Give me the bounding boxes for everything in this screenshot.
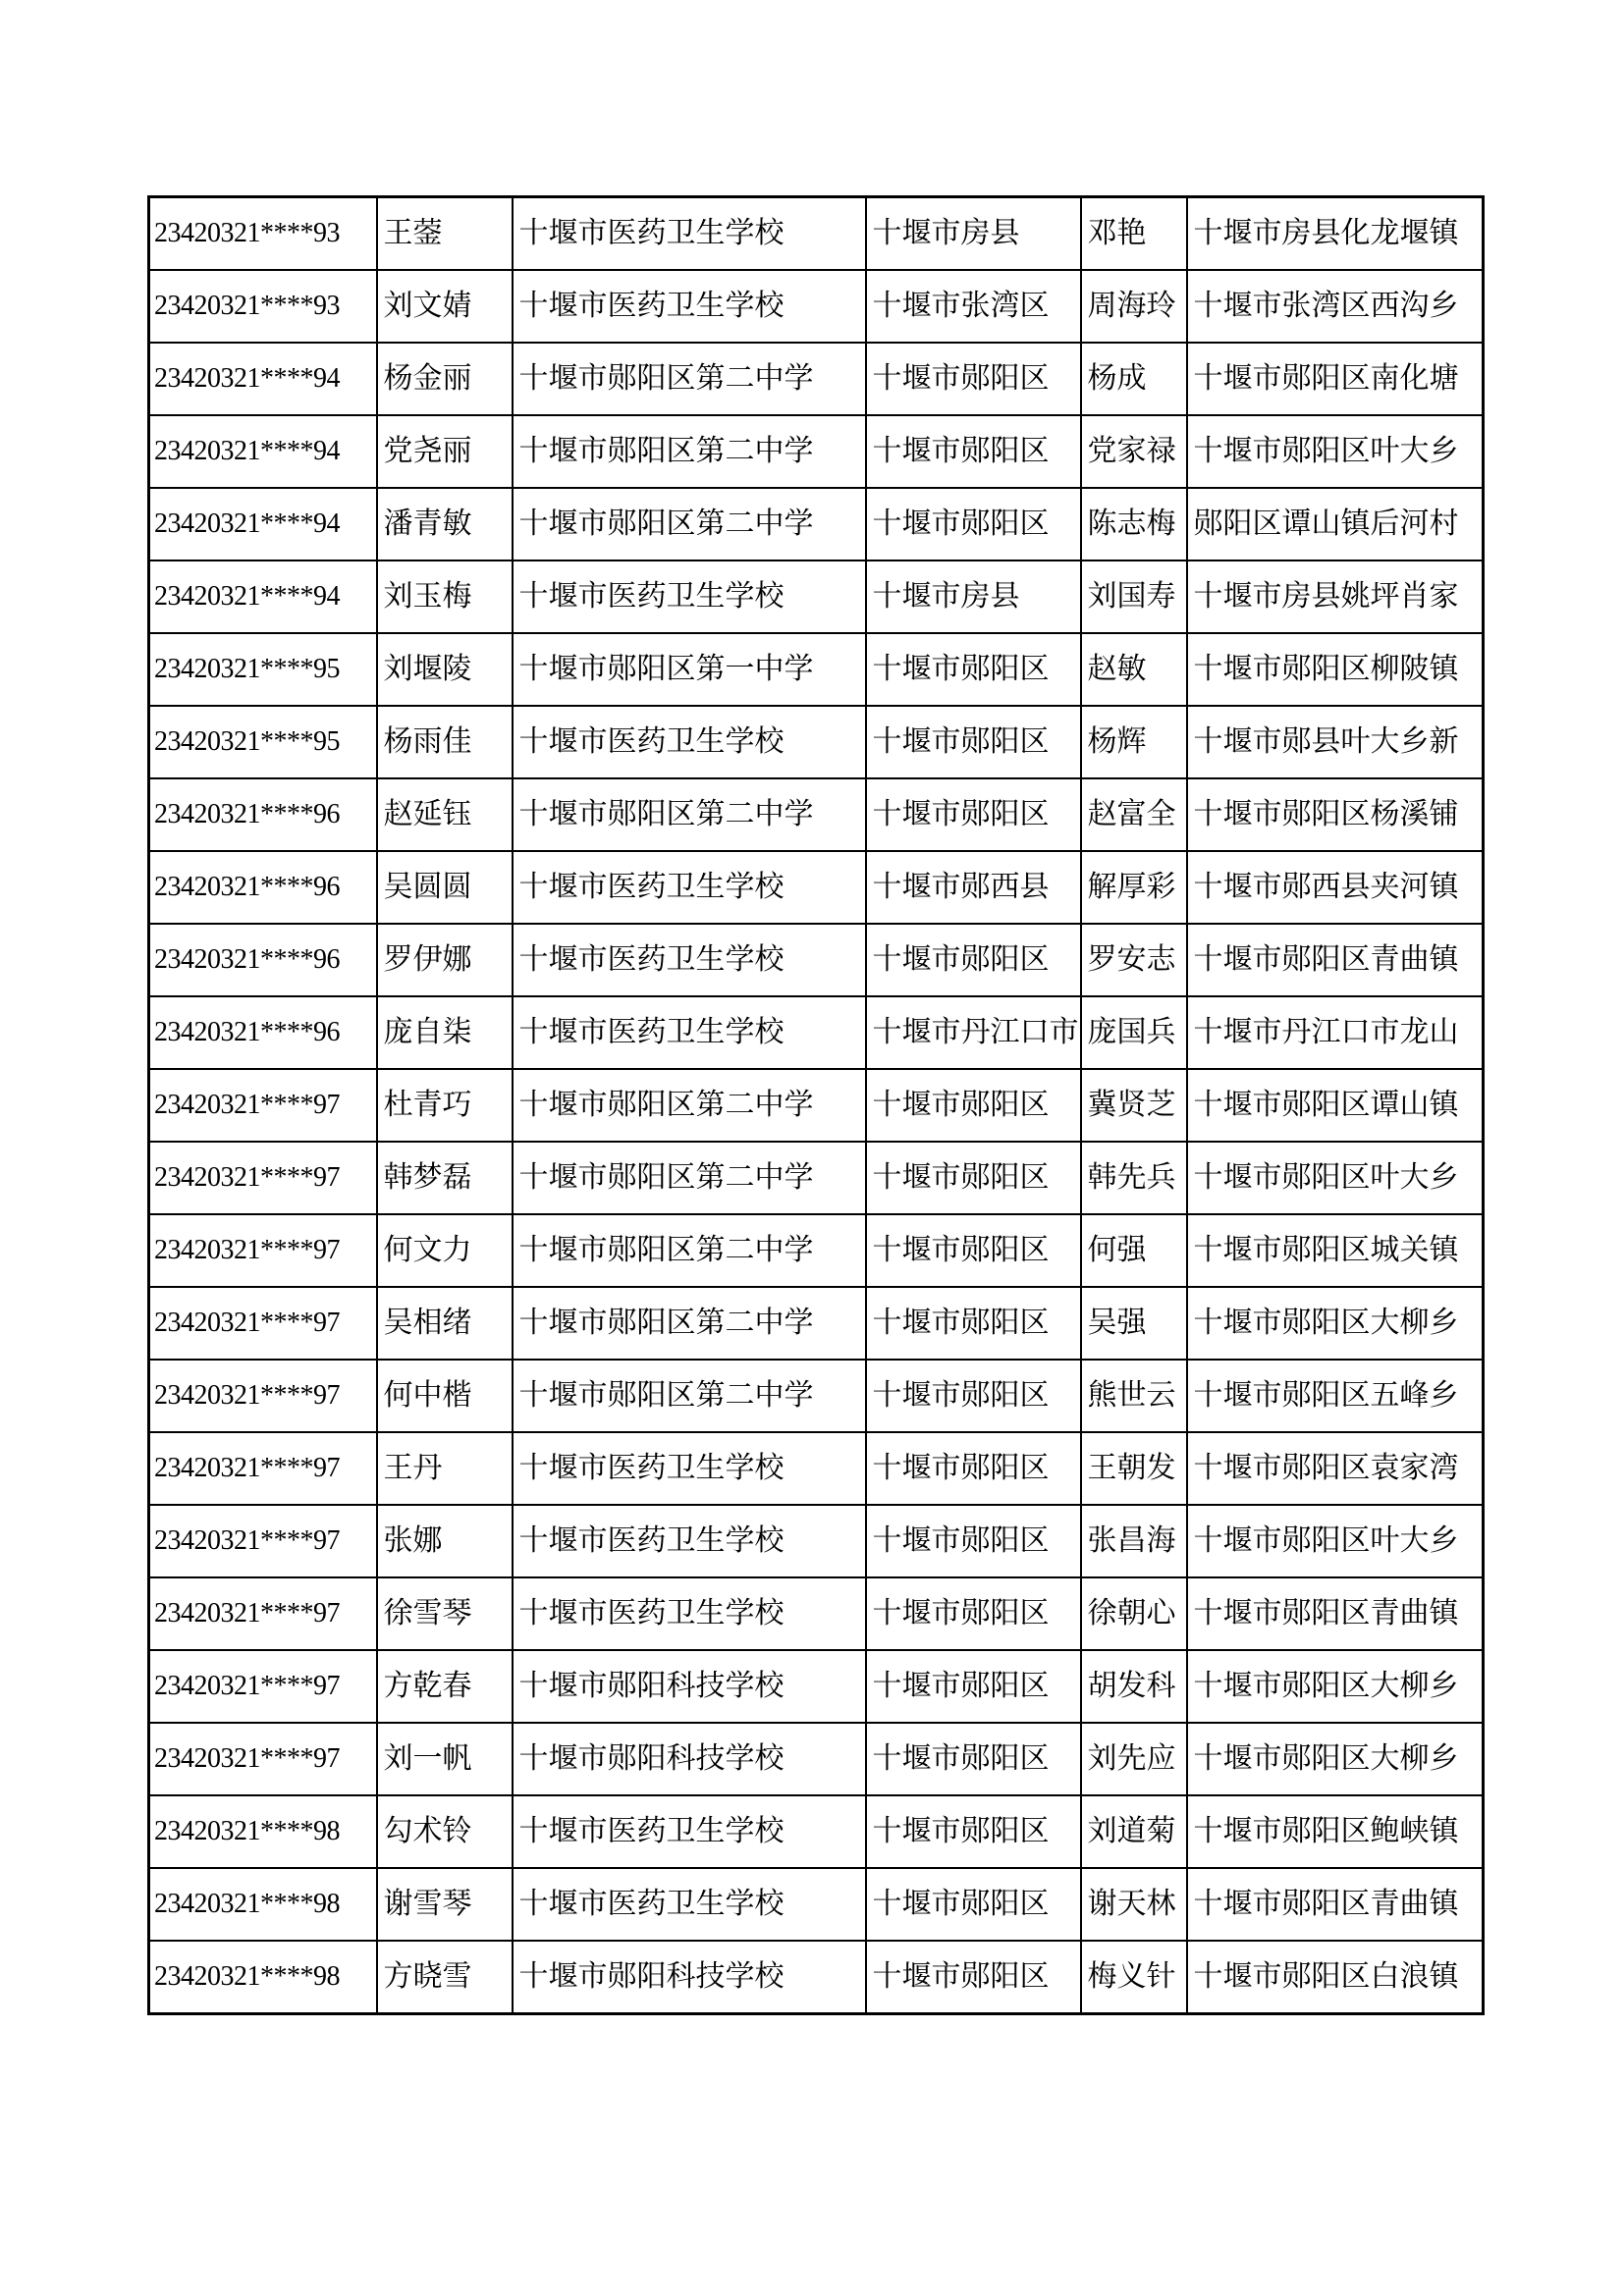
- address-cell: 十堰市郧阳区大柳乡: [1187, 1723, 1484, 1795]
- region-cell: 十堰市郧阳区: [866, 1868, 1081, 1941]
- id-number-cell: 23420321****95: [149, 706, 377, 778]
- id-number-cell: 23420321****97: [149, 1142, 377, 1214]
- table-row: [149, 561, 1484, 633]
- student-name-cell: 方晓雪: [377, 1941, 513, 2014]
- id-number-cell: 23420321****94: [149, 561, 377, 633]
- address-cell: 十堰市郧阳区城关镇: [1187, 1214, 1484, 1287]
- school-cell: 十堰市医药卫生学校: [513, 1432, 866, 1505]
- table-row: [149, 1360, 1484, 1432]
- id-number-cell: 23420321****98: [149, 1868, 377, 1941]
- guardian-name-cell: 梅义针: [1081, 1941, 1187, 2014]
- region-cell: 十堰市郧阳区: [866, 343, 1081, 415]
- student-name-cell: 杨雨佳: [377, 706, 513, 778]
- region-cell: 十堰市郧阳区: [866, 1287, 1081, 1360]
- guardian-name-cell: 谢天林: [1081, 1868, 1187, 1941]
- guardian-name-cell: 韩先兵: [1081, 1142, 1187, 1214]
- address-cell: 十堰市房县化龙堰镇: [1187, 197, 1484, 271]
- address-cell: 十堰市郧阳区鲍峡镇: [1187, 1795, 1484, 1868]
- address-cell: 十堰市郧阳区青曲镇: [1187, 1577, 1484, 1650]
- id-number-cell: 23420321****96: [149, 851, 377, 924]
- id-number-cell: 23420321****97: [149, 1069, 377, 1142]
- id-number-cell: 23420321****93: [149, 270, 377, 343]
- student-name-cell: 谢雪琴: [377, 1868, 513, 1941]
- school-cell: 十堰市郧阳科技学校: [513, 1723, 866, 1795]
- school-cell: 十堰市医药卫生学校: [513, 1505, 866, 1577]
- school-cell: 十堰市医药卫生学校: [513, 270, 866, 343]
- id-number-cell: 23420321****97: [149, 1214, 377, 1287]
- region-cell: 十堰市郧阳区: [866, 633, 1081, 706]
- region-cell: 十堰市郧西县: [866, 851, 1081, 924]
- student-name-cell: 何中楷: [377, 1360, 513, 1432]
- address-cell: 十堰市郧阳区五峰乡: [1187, 1360, 1484, 1432]
- school-cell: 十堰市医药卫生学校: [513, 1795, 866, 1868]
- school-cell: 十堰市郧阳科技学校: [513, 1650, 866, 1723]
- id-number-cell: 23420321****94: [149, 343, 377, 415]
- id-number-cell: 23420321****97: [149, 1432, 377, 1505]
- student-name-cell: 方乾春: [377, 1650, 513, 1723]
- table-row: [149, 1941, 1484, 2014]
- table-row: [149, 1577, 1484, 1650]
- student-name-cell: 潘青敏: [377, 488, 513, 561]
- guardian-name-cell: 刘国寿: [1081, 561, 1187, 633]
- guardian-name-cell: 王朝发: [1081, 1432, 1187, 1505]
- address-cell: 十堰市郧阳区杨溪铺: [1187, 778, 1484, 851]
- student-name-cell: 赵延钰: [377, 778, 513, 851]
- table-row: [149, 1650, 1484, 1723]
- student-name-cell: 吴相绪: [377, 1287, 513, 1360]
- table-row: [149, 1069, 1484, 1142]
- region-cell: 十堰市郧阳区: [866, 1795, 1081, 1868]
- region-cell: 十堰市郧阳区: [866, 924, 1081, 996]
- school-cell: 十堰市医药卫生学校: [513, 996, 866, 1069]
- student-name-cell: 勾术铃: [377, 1795, 513, 1868]
- address-cell: 郧阳区谭山镇后河村: [1187, 488, 1484, 561]
- address-cell: 十堰市郧阳区大柳乡: [1187, 1650, 1484, 1723]
- guardian-name-cell: 邓艳: [1081, 197, 1187, 271]
- table-row: [149, 778, 1484, 851]
- address-cell: 十堰市丹江口市龙山: [1187, 996, 1484, 1069]
- address-cell: 十堰市郧阳区白浪镇: [1187, 1941, 1484, 2014]
- guardian-name-cell: 罗安志: [1081, 924, 1187, 996]
- guardian-name-cell: 刘先应: [1081, 1723, 1187, 1795]
- student-name-cell: 刘堰陵: [377, 633, 513, 706]
- region-cell: 十堰市郧阳区: [866, 1723, 1081, 1795]
- address-cell: 十堰市郧阳区袁家湾: [1187, 1432, 1484, 1505]
- guardian-name-cell: 庞国兵: [1081, 996, 1187, 1069]
- guardian-name-cell: 杨成: [1081, 343, 1187, 415]
- address-cell: 十堰市张湾区西沟乡: [1187, 270, 1484, 343]
- school-cell: 十堰市郧阳区第二中学: [513, 1214, 866, 1287]
- school-cell: 十堰市郧阳科技学校: [513, 1941, 866, 2014]
- guardian-name-cell: 刘道菊: [1081, 1795, 1187, 1868]
- id-number-cell: 23420321****96: [149, 924, 377, 996]
- table-row: [149, 1795, 1484, 1868]
- table-body: [149, 197, 1484, 2014]
- student-name-cell: 刘玉梅: [377, 561, 513, 633]
- school-cell: 十堰市医药卫生学校: [513, 197, 866, 271]
- region-cell: 十堰市郧阳区: [866, 1505, 1081, 1577]
- student-name-cell: 徐雪琴: [377, 1577, 513, 1650]
- address-cell: 十堰市郧县叶大乡新: [1187, 706, 1484, 778]
- school-cell: 十堰市郧阳区第二中学: [513, 1360, 866, 1432]
- student-name-cell: 党尧丽: [377, 415, 513, 488]
- id-number-cell: 23420321****97: [149, 1723, 377, 1795]
- guardian-name-cell: 周海玲: [1081, 270, 1187, 343]
- guardian-name-cell: 胡发科: [1081, 1650, 1187, 1723]
- id-number-cell: 23420321****95: [149, 633, 377, 706]
- region-cell: 十堰市郧阳区: [866, 1360, 1081, 1432]
- region-cell: 十堰市郧阳区: [866, 1142, 1081, 1214]
- table-row: [149, 488, 1484, 561]
- school-cell: 十堰市郧阳区第二中学: [513, 1287, 866, 1360]
- address-cell: 十堰市郧阳区大柳乡: [1187, 1287, 1484, 1360]
- student-name-cell: 罗伊娜: [377, 924, 513, 996]
- region-cell: 十堰市郧阳区: [866, 1650, 1081, 1723]
- address-cell: 十堰市郧阳区叶大乡: [1187, 1505, 1484, 1577]
- table-row: [149, 343, 1484, 415]
- guardian-name-cell: 熊世云: [1081, 1360, 1187, 1432]
- table-row: [149, 1505, 1484, 1577]
- student-name-cell: 庞自柒: [377, 996, 513, 1069]
- table-row: [149, 270, 1484, 343]
- guardian-name-cell: 解厚彩: [1081, 851, 1187, 924]
- student-name-cell: 杜青巧: [377, 1069, 513, 1142]
- region-cell: 十堰市郧阳区: [866, 706, 1081, 778]
- guardian-name-cell: 冀贤芝: [1081, 1069, 1187, 1142]
- student-name-cell: 张娜: [377, 1505, 513, 1577]
- region-cell: 十堰市郧阳区: [866, 1214, 1081, 1287]
- table-row: [149, 1868, 1484, 1941]
- id-number-cell: 23420321****94: [149, 488, 377, 561]
- table-row: [149, 1287, 1484, 1360]
- school-cell: 十堰市医药卫生学校: [513, 1868, 866, 1941]
- region-cell: 十堰市郧阳区: [866, 1069, 1081, 1142]
- region-cell: 十堰市房县: [866, 197, 1081, 271]
- student-name-cell: 杨金丽: [377, 343, 513, 415]
- table-row: [149, 1432, 1484, 1505]
- region-cell: 十堰市郧阳区: [866, 1577, 1081, 1650]
- guardian-name-cell: 杨辉: [1081, 706, 1187, 778]
- table-row: [149, 996, 1484, 1069]
- guardian-name-cell: 张昌海: [1081, 1505, 1187, 1577]
- table-row: [149, 1142, 1484, 1214]
- school-cell: 十堰市医药卫生学校: [513, 851, 866, 924]
- id-number-cell: 23420321****97: [149, 1505, 377, 1577]
- region-cell: 十堰市丹江口市: [866, 996, 1081, 1069]
- address-cell: 十堰市房县姚坪肖家: [1187, 561, 1484, 633]
- region-cell: 十堰市郧阳区: [866, 1941, 1081, 2014]
- address-cell: 十堰市郧阳区南化塘: [1187, 343, 1484, 415]
- table-row: [149, 1214, 1484, 1287]
- id-number-cell: 23420321****98: [149, 1941, 377, 2014]
- guardian-name-cell: 赵敏: [1081, 633, 1187, 706]
- school-cell: 十堰市郧阳区第二中学: [513, 778, 866, 851]
- guardian-name-cell: 吴强: [1081, 1287, 1187, 1360]
- guardian-name-cell: 陈志梅: [1081, 488, 1187, 561]
- region-cell: 十堰市郧阳区: [866, 778, 1081, 851]
- school-cell: 十堰市郧阳区第二中学: [513, 1069, 866, 1142]
- id-number-cell: 23420321****98: [149, 1795, 377, 1868]
- student-name-cell: 王蓥: [377, 197, 513, 271]
- address-cell: 十堰市郧阳区叶大乡: [1187, 415, 1484, 488]
- guardian-name-cell: 何强: [1081, 1214, 1187, 1287]
- student-table: [147, 195, 1485, 2015]
- id-number-cell: 23420321****97: [149, 1360, 377, 1432]
- school-cell: 十堰市郧阳区第二中学: [513, 415, 866, 488]
- school-cell: 十堰市医药卫生学校: [513, 706, 866, 778]
- id-number-cell: 23420321****93: [149, 197, 377, 271]
- table-row: [149, 633, 1484, 706]
- address-cell: 十堰市郧阳区柳陂镇: [1187, 633, 1484, 706]
- address-cell: 十堰市郧阳区谭山镇: [1187, 1069, 1484, 1142]
- region-cell: 十堰市郧阳区: [866, 415, 1081, 488]
- address-cell: 十堰市郧西县夹河镇: [1187, 851, 1484, 924]
- school-cell: 十堰市医药卫生学校: [513, 1577, 866, 1650]
- guardian-name-cell: 赵富全: [1081, 778, 1187, 851]
- address-cell: 十堰市郧阳区青曲镇: [1187, 924, 1484, 996]
- guardian-name-cell: 徐朝心: [1081, 1577, 1187, 1650]
- region-cell: 十堰市郧阳区: [866, 1432, 1081, 1505]
- address-cell: 十堰市郧阳区青曲镇: [1187, 1868, 1484, 1941]
- id-number-cell: 23420321****94: [149, 415, 377, 488]
- table-row: [149, 706, 1484, 778]
- school-cell: 十堰市医药卫生学校: [513, 924, 866, 996]
- table-row: [149, 851, 1484, 924]
- id-number-cell: 23420321****96: [149, 778, 377, 851]
- student-name-cell: 何文力: [377, 1214, 513, 1287]
- region-cell: 十堰市郧阳区: [866, 488, 1081, 561]
- student-name-cell: 韩梦磊: [377, 1142, 513, 1214]
- table-row: [149, 415, 1484, 488]
- table-row: [149, 197, 1484, 271]
- school-cell: 十堰市郧阳区第二中学: [513, 488, 866, 561]
- school-cell: 十堰市郧阳区第二中学: [513, 1142, 866, 1214]
- school-cell: 十堰市医药卫生学校: [513, 561, 866, 633]
- student-table-page: [147, 195, 1482, 2015]
- student-name-cell: 王丹: [377, 1432, 513, 1505]
- student-name-cell: 吴圆圆: [377, 851, 513, 924]
- id-number-cell: 23420321****97: [149, 1650, 377, 1723]
- region-cell: 十堰市房县: [866, 561, 1081, 633]
- id-number-cell: 23420321****97: [149, 1287, 377, 1360]
- school-cell: 十堰市郧阳区第二中学: [513, 343, 866, 415]
- school-cell: 十堰市郧阳区第一中学: [513, 633, 866, 706]
- student-name-cell: 刘一帆: [377, 1723, 513, 1795]
- region-cell: 十堰市张湾区: [866, 270, 1081, 343]
- id-number-cell: 23420321****96: [149, 996, 377, 1069]
- table-row: [149, 924, 1484, 996]
- address-cell: 十堰市郧阳区叶大乡: [1187, 1142, 1484, 1214]
- table-row: [149, 1723, 1484, 1795]
- guardian-name-cell: 党家禄: [1081, 415, 1187, 488]
- student-name-cell: 刘文婧: [377, 270, 513, 343]
- id-number-cell: 23420321****97: [149, 1577, 377, 1650]
